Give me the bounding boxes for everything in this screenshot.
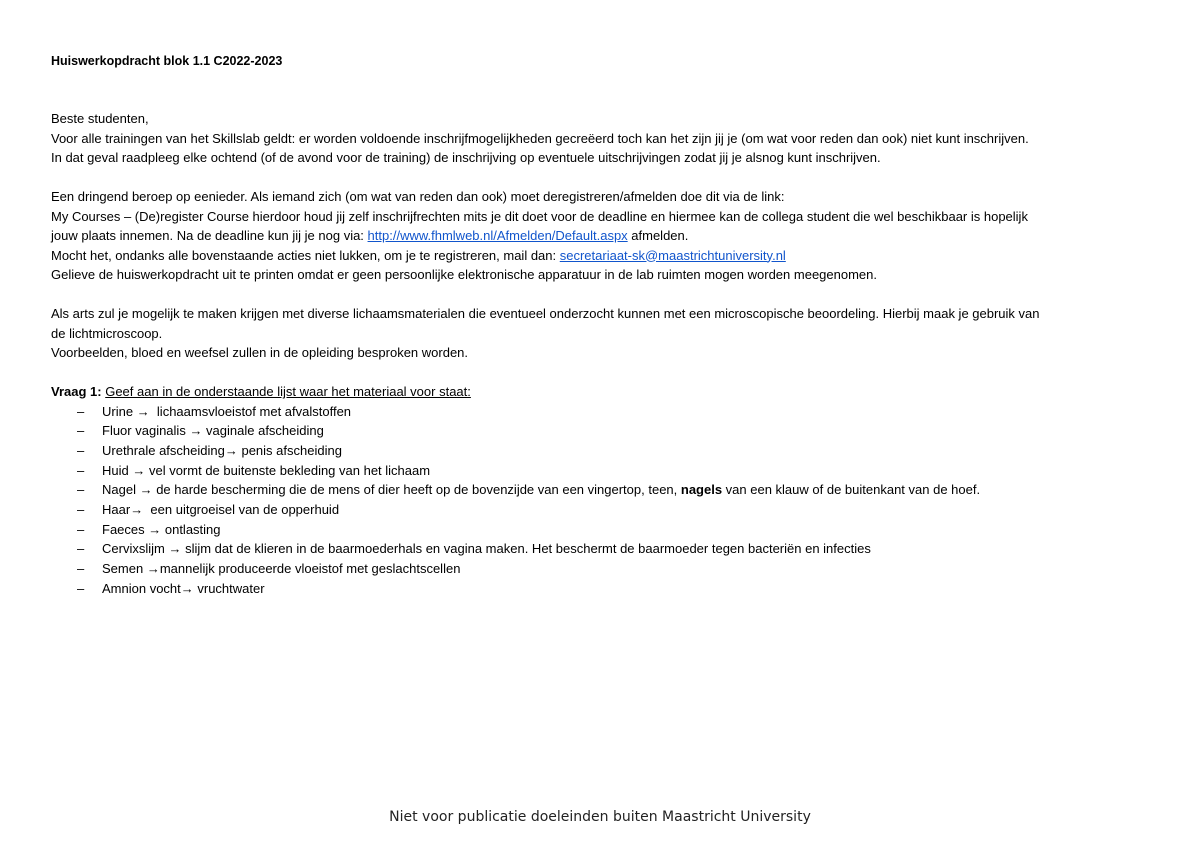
item-term: Fluor vaginalis (102, 423, 190, 439)
item-answer: vruchtwater (193, 580, 265, 596)
item-answer: een uitgroeisel van de opperhuid (143, 501, 340, 517)
list-item (51, 480, 1151, 500)
list-item (51, 539, 1151, 559)
footer-disclaimer: Niet voor publicatie doeleinden buiten Maastricht University (389, 809, 811, 825)
dash-bullet: – (77, 442, 85, 458)
item-answer: vaginale afscheiding (202, 423, 324, 439)
arrow-icon: → (168, 541, 182, 557)
arrow-icon: → (148, 521, 162, 537)
item-term: Cervixslijm (102, 541, 169, 557)
dash-bullet: – (77, 423, 85, 439)
context-line-1: Als arts zul je mogelijk te maken krijgen met diverse lichaamsmaterialen die eventueel onderzocht kunnen met een microscopische beoordeling. Hierbij maak je gebruik van (51, 306, 1040, 321)
item-answer: lichaamsvloeistof met afvalstoffen (149, 403, 352, 419)
question-heading (51, 382, 1151, 402)
arrow-icon: → (146, 561, 160, 576)
appeal-line-1: Een dringend beroep op eenieder. Als iemand zich (om wat van reden dan ook) moet deregistreren/afmelden doe dit via de link: (51, 189, 785, 204)
answer-list (51, 402, 1151, 599)
list-item (51, 421, 1151, 441)
item-term: Urine (102, 403, 137, 419)
intro-line-2: In dat geval raadpleeg elke ochtend (of de avond voor de training) de inschrijving op eventuele uitschrijvingen zodat jij je alsnog kunt inschrijven. (51, 150, 881, 165)
dash-bullet: – (77, 541, 85, 557)
list-item (51, 441, 1151, 461)
secretariat-mail-link[interactable]: secretariaat-sk@maastrichtuniversity.nl (559, 247, 786, 263)
item-term: Amnion vocht (102, 580, 181, 596)
item-term: Huid (102, 462, 133, 478)
appeal-line-3-end: afmelden. (627, 228, 689, 243)
appeal-line-3 (51, 226, 1151, 246)
arrow-icon: → (136, 403, 150, 419)
item-term: Haar (102, 501, 131, 517)
list-item (51, 500, 1151, 520)
item-term: Semen (102, 561, 147, 576)
question-text: Geef aan in de onderstaande lijst waar het materiaal voor staat: (105, 384, 471, 399)
context-line-2: de lichtmicroscoop. (51, 325, 163, 341)
item-answer: vel vormt de buitenste bekleding van het lichaam (145, 462, 431, 478)
document-title: Huiswerkopdracht blok 1.1 C2022-2023 (51, 54, 283, 68)
appeal-line-2: My Courses – (De)register Course hierdoor houd jij zelf inschrijfrechten mits je dit doet voor de deadline en hiermee kan de collega student die wel beschikbaar is hopelijk (51, 208, 1028, 224)
dash-bullet: – (77, 561, 85, 576)
arrow-icon: → (139, 482, 153, 498)
dash-bullet: – (77, 482, 85, 498)
item-term: Nagel (102, 482, 140, 498)
dash-bullet: – (77, 580, 85, 596)
arrow-icon: → (224, 442, 238, 458)
item-answer: mannelijk produceerde vloeistof met geslachtscellen (159, 561, 461, 576)
item-answer-end: van een klauw of de buitenkant van de hoef. (722, 482, 981, 498)
context-line-3: Voorbeelden, bloed en weefsel zullen in de opleiding besproken worden. (51, 345, 469, 360)
dash-bullet: – (77, 462, 85, 478)
arrow-icon: → (132, 462, 146, 478)
appeal-line-5: Gelieve de huiswerkopdracht uit te printen omdat er geen persoonlijke elektronische apparatuur in de lab ruimten mogen worden meegenomen. (51, 267, 877, 282)
dash-bullet: – (77, 403, 85, 419)
list-item (51, 461, 1151, 481)
item-answer: de harde bescherming die de mens of dier heeft op de bovenzijde van een vingertop, teen, (152, 482, 681, 498)
item-term: Urethrale afscheiding (102, 442, 225, 458)
question-label: Vraag 1: (51, 384, 102, 399)
arrow-icon: → (130, 501, 144, 517)
dash-bullet: – (77, 521, 85, 537)
list-item (51, 579, 1151, 599)
arrow-icon: → (180, 580, 194, 596)
dash-bullet: – (77, 501, 85, 517)
appeal-line-3-text: jouw plaats innemen. Na de deadline kun jij je nog via: (51, 228, 368, 243)
document-page (51, 52, 1151, 598)
list-item (51, 520, 1151, 540)
item-answer: penis afscheiding (237, 442, 342, 458)
appeal-line-4-text: Mocht het, ondanks alle bovenstaande acties niet lukken, om je te registreren, mail dan: (51, 247, 560, 263)
list-item (51, 559, 1151, 579)
item-answer-bold: nagels (680, 482, 723, 498)
intro-line-1: Voor alle trainingen van het Skillslab geldt: er worden voldoende inschrijfmogelijkheden gecreëerd toch kan het zijn jij je (om wat voor reden dan ook) niet kunt inschrijven. (51, 130, 1029, 146)
item-term: Faeces (102, 521, 149, 537)
deregister-link[interactable]: http://www.fhmlweb.nl/Afmelden/Default.aspx (367, 228, 628, 243)
list-item (51, 402, 1151, 422)
appeal-line-4 (51, 246, 1151, 266)
intro-greeting: Beste studenten, (51, 111, 149, 126)
item-answer: ontlasting (161, 521, 221, 537)
arrow-icon: → (189, 423, 203, 439)
item-answer: slijm dat de klieren in de baarmoederhals en vagina maken. Het beschermt de baarmoeder tegen bacteriën en infecties (181, 541, 871, 557)
